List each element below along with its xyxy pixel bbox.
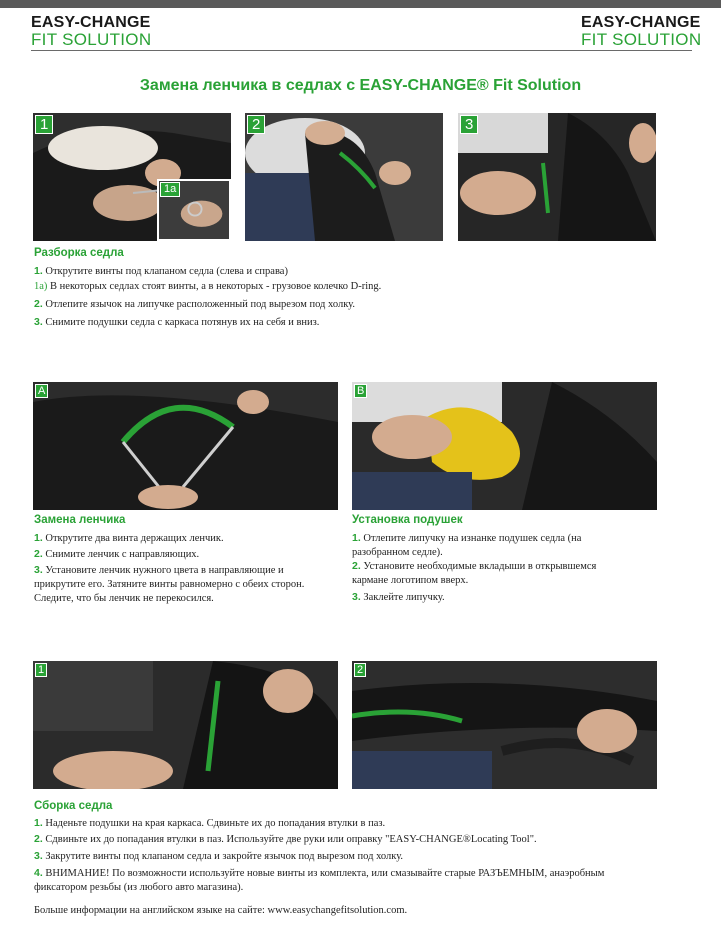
photo-pads-install-label: B — [354, 384, 367, 398]
logo-right — [581, 14, 701, 49]
assembly-step-4: 4. ВНИМАНИЕ! По возможности используйте новые винты из комплекта, или смазывайте старые РАЗЪЕМНЫМ, анаэробным фиксатором резьбы (из любого авто магазина). — [34, 867, 605, 893]
photo-assembly-1-label: 1 — [35, 663, 47, 677]
pads-install-step-1: 1. Отлепите липучку на изнанке подушек седла (на разобранном седле). — [352, 532, 582, 558]
photo-assembly-2-label: 2 — [354, 663, 366, 677]
footer-more-info: Больше информации на английском языке на сайте: www.easychangefitsolution.com. — [34, 905, 408, 916]
logo-left-underline — [31, 50, 142, 51]
photo-step-1-label: 1 — [35, 115, 53, 134]
disassembly-step-2: 2. Отлепите язычок на липучке расположенный под вырезом под холку. — [34, 298, 355, 310]
assembly-step-1: 1. Наденьте подушки на края каркаса. Сдвиньте их до попадания втулки в паз. — [34, 817, 386, 829]
photo-step-2-label: 2 — [247, 115, 265, 134]
section-title-pads-install: Установка подушек — [352, 514, 463, 526]
disassembly-step-1a: 1a) В некоторых седлах стоят винты, а в некоторых - грузовое колечко D-ring. — [34, 281, 382, 292]
pads-install-step-3: 3. Заклейте липучку. — [352, 591, 445, 603]
tree-change-step-2: 2. Снимите ленчик с направляющих. — [34, 548, 200, 560]
header-divider — [142, 50, 692, 51]
tree-change-step-1: 1. Открутите два винта держащих ленчик. — [34, 532, 224, 544]
photo-tree-change-label: A — [35, 384, 48, 398]
logo-right-line1: EASY-CHANGE — [581, 14, 701, 31]
disassembly-step-3: 3. Снимите подушки седла с каркаса потянув их на себя и вниз. — [34, 316, 320, 328]
photo-step-1a-label: 1a — [160, 182, 180, 197]
photo-step-1 — [33, 113, 231, 241]
tree-change-step-3: 3. Установите ленчик нужного цвета в направляющие и прикрутите его. Затяните винты равномерно с обеих сторон. Следите, что бы ленчик не перекосился. — [34, 564, 305, 604]
logo-left-line1: EASY-CHANGE — [31, 14, 151, 31]
assembly-step-2: 2. Сдвиньте их до попадания втулки в паз. Используйте две руки или оправку "EASY-CHANGE®Locating Tool". — [34, 833, 537, 845]
photo-assembly-2 — [352, 661, 657, 789]
logo-right-line2: FIT SOLUTION — [581, 30, 702, 49]
section-title-disassembly: Разборка седла — [34, 247, 124, 259]
photo-step-2 — [245, 113, 443, 241]
section-title-tree-change: Замена ленчика — [34, 514, 126, 526]
logo-left-line2: FIT SOLUTION — [31, 30, 152, 49]
photo-step-3-label: 3 — [460, 115, 478, 134]
photo-step-3 — [458, 113, 656, 241]
top-bar — [0, 0, 721, 8]
photo-assembly-1 — [33, 661, 338, 789]
photo-tree-change — [33, 382, 338, 510]
section-title-assembly: Сборка седла — [34, 800, 113, 812]
page-title: Замена ленчика в седлах с EASY-CHANGE® Fit Solution — [139, 77, 582, 94]
photo-pads-install — [352, 382, 657, 510]
photo-step-1a — [157, 179, 231, 241]
disassembly-step-1: 1. Открутите винты под клапаном седла (слева и справа) — [34, 265, 288, 277]
logo-left — [31, 14, 151, 49]
assembly-step-3: 3. Закрутите винты под клапаном седла и закройте язычок под вырезом под холку. — [34, 850, 404, 862]
pads-install-step-2: 2. Установите необходимые вкладыши в открывшемся кармане логотипом вверх. — [352, 560, 597, 586]
